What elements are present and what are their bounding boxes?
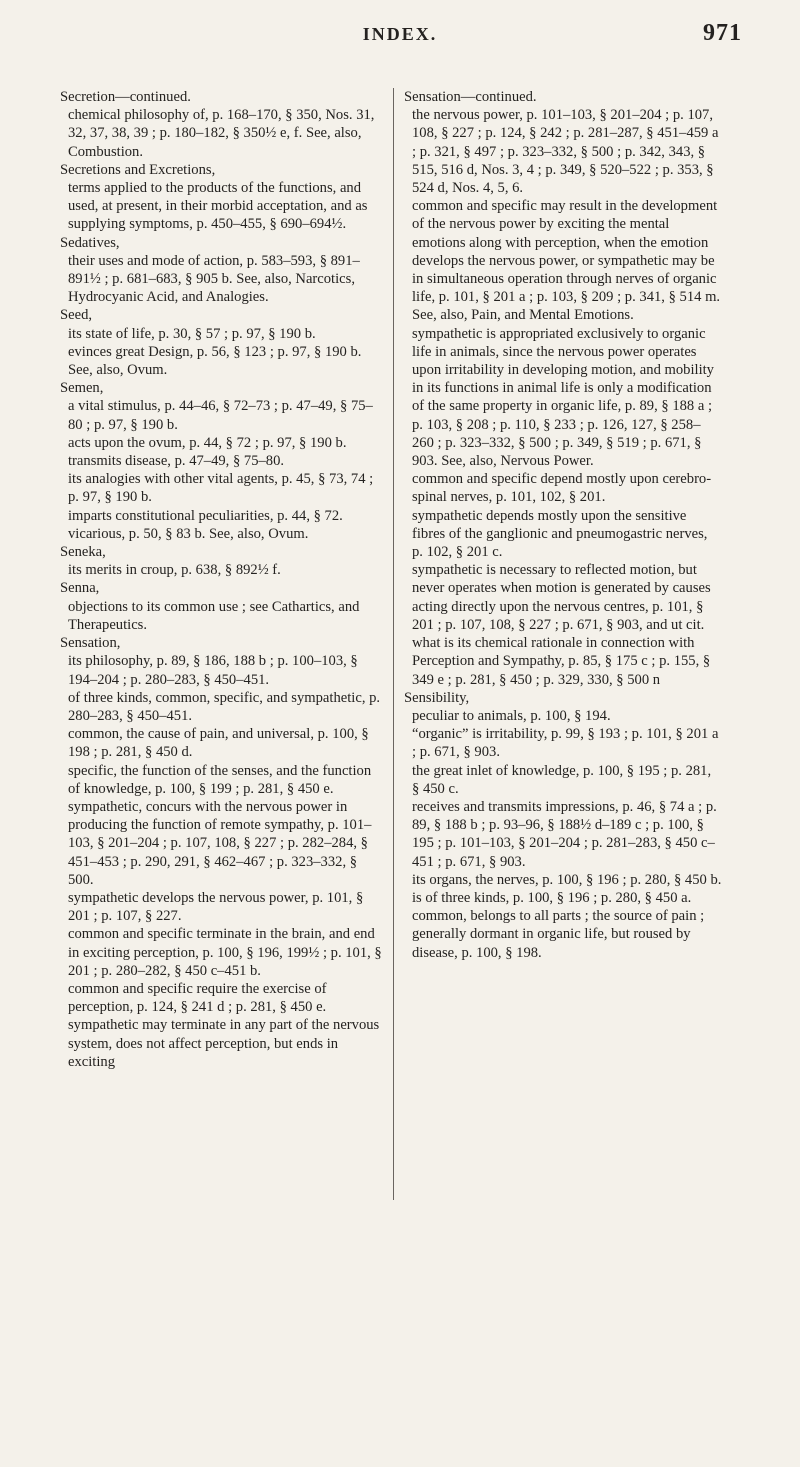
index-subentry: receives and transmits impressions, p. 46, § 74 a ; p. 89, § 188 b ; p. 93–96, § 188½ d–189 c ; p. 100, § 195 ; p. 101–103, § 201–204 ; p. 281–283, § 450 c–451 ; p. 671, § 903. — [412, 798, 717, 870]
index-heading: Seneka, — [60, 544, 106, 561]
index-subentry: common and specific depend mostly upon cerebro-spinal nerves, p. 101, 102, § 201. — [412, 471, 712, 506]
index-subentry: what is its chemical rationale in connection with Perception and Sympathy, p. 85, § 175 c ; p. 155, § 349 e ; p. 281, § 450 ; p. 329, 330, § 500 n — [412, 635, 711, 688]
index-subentry: sympathetic may terminate in any part of the nervous system, does not affect perception, but ends in exciting — [68, 1017, 380, 1070]
index-subentry: a vital stimulus, p. 44–46, § 72–73 ; p. 47–49, § 75–80 ; p. 97, § 190 b. — [68, 398, 373, 433]
index-subentry: chemical philosophy of, p. 168–170, § 350, Nos. 31, 32, 37, 38, 39 ; p. 180–182, § 350½ e, f. See, also, Combustion. — [68, 107, 375, 160]
index-column-left — [60, 88, 384, 1071]
index-heading: Sensation, — [60, 635, 121, 652]
index-subentry: its state of life, p. 30, § 57 ; p. 97, § 190 b. — [68, 325, 316, 342]
page-header — [0, 20, 800, 54]
index-column-right — [404, 88, 722, 962]
index-subentry: “organic” is irritability, p. 99, § 193 ; p. 101, § 201 a ; p. 671, § 903. — [412, 726, 719, 761]
index-subentry: objections to its common use ; see Cathartics, and Therapeutics. — [68, 598, 360, 633]
index-heading: Sedatives, — [60, 234, 120, 251]
index-heading: Seed, — [60, 307, 93, 324]
index-subentry: is of three kinds, p. 100, § 196 ; p. 280, § 450 a. — [412, 889, 692, 906]
running-title: INDEX. — [362, 24, 438, 44]
index-heading: Sensation—continued. — [404, 89, 537, 105]
index-subentry: acts upon the ovum, p. 44, § 72 ; p. 97, § 190 b. — [68, 434, 347, 451]
index-subentry: specific, the function of the senses, and the function of knowledge, p. 100, § 199 ; p. 281, § 450 e. — [68, 762, 372, 797]
index-subentry: common, belongs to all parts ; the source of pain ; generally dormant in organic life, but roused by disease, p. 100, § 198. — [412, 908, 705, 961]
index-subentry: sympathetic is appropriated exclusively to organic life in animals, since the nervous power operates upon irritability in developing motion, and mobility in its functions in animal life is only a modification of the same property in organic life, p. 89, § 188 a ; p. 103, § 208 ; p. 110, § 233 ; p. 126, 127, § 258–260 ; p. 323–332, § 500 ; p. 349, § 519 ; p. 671, § 903. See, also, Nervous Power. — [412, 325, 714, 470]
index-subentry: common and specific require the exercise of perception, p. 124, § 241 d ; p. 281, § 450 e. — [68, 980, 327, 1016]
index-subentry: of three kinds, common, specific, and sympathetic, p. 280–283, § 450–451. — [68, 689, 381, 724]
index-heading: Secretions and Excretions, — [60, 161, 216, 178]
index-heading: Semen, — [60, 380, 104, 397]
index-subentry: common and specific may result in the development of the nervous power by exciting the mental emotions along with perception, when the emotion develops the nervous power, or sympathetic may be in simultaneous operation through nerves of organic life, p. 101, § 201 a ; p. 103, § 209 ; p. 341, § 514 m. See, also, Pain, and Mental Emotions. — [412, 198, 721, 324]
index-subentry: its organs, the nerves, p. 100, § 196 ; p. 280, § 450 b. — [412, 871, 722, 888]
index-subentry: transmits disease, p. 47–49, § 75–80. — [68, 453, 285, 470]
index-subentry: sympathetic, concurs with the nervous power in producing the function of remote sympathy, p. 101–103, § 201–204 ; p. 107, 108, § 227 ; p. 282–284, § 451–453 ; p. 290, 291, § 462–467 ; p. 323–332, § 500. — [68, 798, 372, 888]
index-subentry: its philosophy, p. 89, § 186, 188 b ; p. 100–103, § 194–204 ; p. 280–283, § 450–451. — [68, 653, 358, 688]
index-subentry: sympathetic develops the nervous power, p. 101, § 201 ; p. 107, § 227. — [68, 889, 364, 925]
index-subentry: their uses and mode of action, p. 583–593, § 891–891½ ; p. 681–683, § 905 b. See, also, Narcotics, Hydrocyanic Acid, and Analogies. — [68, 252, 360, 306]
index-subentry: evinces great Design, p. 56, § 123 ; p. 97, § 190 b. See, also, Ovum. — [68, 343, 362, 379]
index-subentry: terms applied to the products of the functions, and used, at present, in their morbid acceptation, and as supplying symptoms, p. 450–455, § 690–694½. — [68, 180, 368, 233]
index-subentry: the nervous power, p. 101–103, § 201–204 ; p. 107, 108, § 227 ; p. 124, § 242 ; p. 281–287, § 451–459 a ; p. 321, § 497 ; p. 323–332, § 500 ; p. 342, 343, § 515, 516 d, Nos. 3, 4 ; p. 349, § 520–522 ; p. 353, § 524 d, Nos. 4, 5, 6. — [412, 107, 719, 197]
index-subentry: common, the cause of pain, and universal, p. 100, § 198 ; p. 281, § 450 d. — [68, 726, 369, 761]
index-subentry: imparts constitutional peculiarities, p. 44, § 72. — [68, 507, 343, 524]
index-heading: Senna, — [60, 580, 100, 597]
index-subentry: peculiar to animals, p. 100, § 194. — [412, 707, 611, 724]
index-subentry: sympathetic is necessary to reflected motion, but never operates when motion is generated by causes acting directly upon the nervous centres, p. 101, § 201 ; p. 107, 108, § 227 ; p. 671, § 903, and ut cit. — [412, 562, 711, 633]
index-subentry: the great inlet of knowledge, p. 100, § 195 ; p. 281, § 450 c. — [412, 762, 712, 797]
index-subentry: common and specific terminate in the brain, and end in exciting perception, p. 100, § 196, 199½ ; p. 101, § 201 ; p. 280–282, § 450 c–451 b. — [68, 926, 382, 979]
index-heading: Secretion—continued. — [60, 89, 191, 105]
page-number: 971 — [703, 20, 742, 46]
index-heading: Sensibility, — [404, 689, 470, 706]
index-subentry: sympathetic depends mostly upon the sensitive fibres of the ganglionic and pneumogastric nerves, p. 102, § 201 c. — [412, 507, 708, 561]
index-subentry: its analogies with other vital agents, p. 45, § 73, 74 ; p. 97, § 190 b. — [68, 471, 374, 506]
index-subentry: vicarious, p. 50, § 83 b. See, also, Ovum. — [68, 525, 309, 542]
column-divider — [393, 88, 394, 1200]
index-subentry: its merits in croup, p. 638, § 892½ f. — [68, 562, 281, 579]
